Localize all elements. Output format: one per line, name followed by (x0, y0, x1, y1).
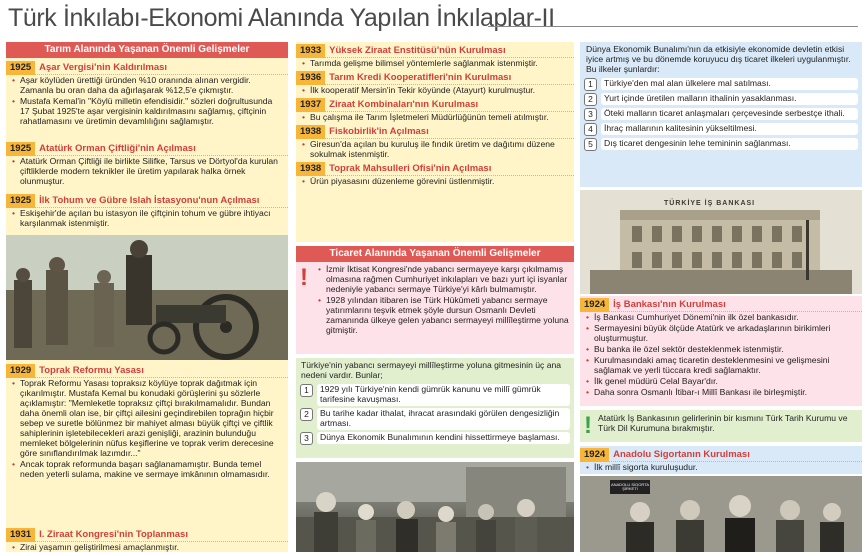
year-label: 1936 (296, 71, 325, 85)
section-heading: Fiskobirlik'in Açılması (325, 125, 574, 139)
nationalization-reasons (296, 358, 574, 458)
year-label: 1931 (6, 528, 35, 542)
year-label: 1925 (6, 61, 35, 75)
section-heading: İlk Tohum ve Gübre Islah İstasyonu'nun Açılması (35, 194, 288, 208)
note-text: Atatürk İş Bankasının gelirlerinin bir kısmını Türk Tarih Kurumu ve Türk Dil Kurumuna bırakmıştır. (598, 413, 848, 433)
page-title: Türk İnkılabı-Ekonomi Alanında Yapılan İnkılaplar-II (8, 4, 555, 32)
exclamation-icon: ! (584, 412, 592, 439)
section-ziraat-kongresi (6, 526, 288, 552)
trade-note (296, 262, 574, 354)
bullet: • Tarımda gelişme bilimsel yöntemlerle sağlanmak istenmiştir. (302, 59, 570, 69)
photo-is-bankasi-building (580, 190, 862, 294)
exclamation-icon: ! (300, 264, 308, 291)
bullet: • Bu banka ile özel sektör desteklenmek istenmiştir. (586, 345, 858, 355)
list-item: 2 Yurt içinde üretilen malların ithalinin yasaklanması. (584, 93, 858, 106)
year-label: 1937 (296, 98, 325, 112)
bullet: • İlk genel müdürü Celal Bayar'dır. (586, 377, 858, 387)
year-label: 1924 (580, 298, 609, 312)
section-heading: Aşar Vergisi'nin Kaldırılması (35, 61, 288, 75)
bullet: • İlk millî sigorta kuruluşudur. (586, 463, 858, 473)
bullet: • İzmir İktisat Kongresi'nde yabancı sermayeye karşı çıkılmamış olmasına rağmen Cumhuriyet inkılapları ve bazı yurt içi isyanlar nedeniyle yabancı sermaye Türkiye'yi kârlı bulmamıştır. (318, 265, 570, 295)
list-item: 1 1929 yılı Türkiye'nin kendi gümrük kanunu ve millî gümrük tarifesine kavuşması. (300, 384, 570, 406)
agriculture-institutions (296, 42, 574, 242)
protective-principles (580, 42, 862, 187)
bullet: • Mustafa Kemal'in "Köylü milletin efendisidir." sözleri doğrultusunda 17 Şubat 1925'te aşar vergisinin kaldırılmasını sağlamış, çiftçinin rahatlamasını ve üretimin devamlılığını sağlamıştır. (12, 97, 284, 127)
photo-ataturk-tractor (6, 235, 288, 360)
bullet: • Daha sonra Osmanlı İtibar-ı Millî Bankası ile birleşmiştir. (586, 388, 858, 398)
section-tohum-istasyonu (6, 192, 288, 234)
year-label: 1924 (580, 448, 609, 462)
crowd-illustration (296, 462, 574, 552)
is-bankasi-note (580, 410, 862, 442)
bullet: • İlk kooperatif Mersin'in Tekir köyünde (Atayurt) kurulmuştur. (302, 86, 570, 96)
bullet: • Giresun'da açılan bu kuruluş ile fındık üretim ve dağıtımı düzene sokulmak istenmiştir. (302, 140, 570, 160)
list-item: 5 Dış ticaret dengesinin lehe temininin sağlanması. (584, 138, 858, 151)
bullet: • Ürün piyasasını düzenleme görevini üstlenmiştir. (302, 177, 570, 187)
column-agriculture (6, 42, 288, 552)
section-is-bankasi (580, 296, 862, 406)
photo-food-line (296, 462, 574, 552)
column-right (580, 42, 862, 552)
bullet: • Ancak toprak reformunda başarı sağlanamamıştır. Bunda temel neden yeterli sulama, makine ve sermaye imkânının olmamasıdır. (12, 460, 284, 480)
section-heading: I. Ziraat Kongresi'nin Toplanması (35, 528, 288, 542)
bullet: • Sermayesini büyük ölçüde Atatürk ve arkadaşlarının birikimleri oluşturmuştur. (586, 324, 858, 344)
bullet: • Bu çalışma ile Tarım İşletmeleri Müdürlüğünün temeli atılmıştır. (302, 113, 570, 123)
section-heading: Yüksek Ziraat Enstitüsü'nün Kurulması (325, 44, 574, 58)
year-label: 1929 (6, 364, 35, 378)
section-heading: Tarım Kredi Kooperatifleri'nin Kurulması (325, 71, 574, 85)
reasons-intro: Türkiye'nin yabancı sermayeyi millîleştirme yoluna gitmesinin üç ana nedeni vardır. Bunlar; (301, 360, 562, 380)
title-rule (488, 26, 858, 27)
list-item: 3 Dünya Ekonomik Bunalımının kendini hissettirmeye başlaması. (300, 432, 570, 445)
section-band-agriculture: Tarım Alanında Yaşanan Önemli Gelişmeler (6, 42, 288, 58)
bullet: • Eskişehir'de açılan bu istasyon ile çiftçinin tohum ve gübre ihtiyacı karşılanmak istenmiştir. (12, 209, 284, 229)
section-toprak-reformu (6, 362, 288, 536)
section-orman-ciftligi (6, 140, 288, 190)
insurance-sign-text: ANADOLU SİGORTA ŞİRKETİ (610, 482, 650, 492)
bullet: • Kurulmasındaki amaç ticaretin desteklenmesini ve gelişmesini sağlamak ve yerli tüccara kredi sağlamaktır. (586, 356, 858, 376)
section-band-trade: Ticaret Alanında Yaşanan Önemli Gelişmeler (296, 246, 574, 262)
tractor-illustration (6, 235, 288, 360)
column-middle (296, 42, 574, 552)
list-item: 4 İhraç mallarının kalitesinin yükseltilmesi. (584, 123, 858, 136)
principles-intro: Dünya Ekonomik Bunalımı'nın da etkisiyle ekonomide devletin etkisi iyice artmış ve bu dönemde koruyucu dış ticaret ilkeleri uygulanmıştır. Bu ilkeler şunlardır: (586, 44, 851, 74)
bullet: • İş Bankası Cumhuriyet Dönemi'nin ilk özel bankasıdır. (586, 313, 858, 323)
section-heading: Toprak Reformu Yasası (35, 364, 288, 378)
year-label: 1933 (296, 44, 325, 58)
photo-anadolu-sigorta (580, 476, 862, 552)
section-anadolu-sigorta (580, 446, 862, 474)
bullet: • Toprak Reformu Yasası topraksız köylüye toprak dağıtmak için çıkarılmıştır. Mustafa Kemal bu konudaki görüşlerini şu sözlerle açıklamıştır: "Memleketle topraksız çiftçi bırakılmamalıdır. Bundan daha önemli olan ise, bir çiftçi ailesini geçindirebilen toprağın hiçbir sebep ve suretle bölünmez bir mahiyet alması büyük çiftçi ve çiftlik sahiplerinin işletebilecekleri arazi genişliği, arazinin bulunduğu memleket bölgelerinin nüfus keşiflerine ve toprak verim derecesine göre sınıflandırılmak lazımdır..." (12, 379, 284, 459)
year-label: 1925 (6, 142, 35, 156)
bullet: • Zirai yaşamın geliştirilmesi amaçlanmıştır. (12, 543, 284, 552)
year-label: 1938 (296, 125, 325, 139)
year-label: 1938 (296, 162, 325, 176)
section-heading: Anadolu Sigortanın Kurulması (609, 448, 862, 462)
section-heading: Ziraat Kombinaları'nın Kurulması (325, 98, 574, 112)
bullet: • Atatürk Orman Çiftliği ile birlikte Silifke, Tarsus ve Dörtyol'da kurulan çiftliklerde modern teknikler ile üretim yapılarak halka örnek olunmuştur. (12, 157, 284, 187)
section-heading: İş Bankası'nın Kurulması (609, 298, 862, 312)
section-heading: Toprak Mahsulleri Ofisi'nin Açılması (325, 162, 574, 176)
section-asar (6, 59, 288, 139)
list-item: 2 Bu tarihe kadar ithalat, ihracat arasındaki görülen dengesizliğin artması. (300, 408, 570, 430)
principles-list (580, 78, 862, 151)
bullet: • 1928 yılından itibaren ise Türk Hükûmeti yabancı sermaye yatırımlarını teşvik etmek şöyle dursun Osmanlı Devleti zamanında ülkeye gelen yabancı sermayeyi millîleştirme yoluna gitmiştir. (318, 296, 570, 336)
bank-sign-text: TÜRKİYE İŞ BANKASI (664, 200, 756, 207)
reasons-list (296, 384, 574, 445)
bullet: • Aşar köylüden ürettiği üründen %10 oranında alınan vergidir. Zamanla bu oran daha da ağırlaşarak %12,5'e çıkmıştır. (12, 76, 284, 96)
year-label: 1925 (6, 194, 35, 208)
section-heading: Atatürk Orman Çiftliği'nin Açılması (35, 142, 288, 156)
list-item: 1 Türkiye'den mal alan ülkelere mal satılması. (584, 78, 858, 91)
list-item: 3 Öteki malların ticaret anlaşmaları çerçevesinde serbestçe ithali. (584, 108, 858, 121)
